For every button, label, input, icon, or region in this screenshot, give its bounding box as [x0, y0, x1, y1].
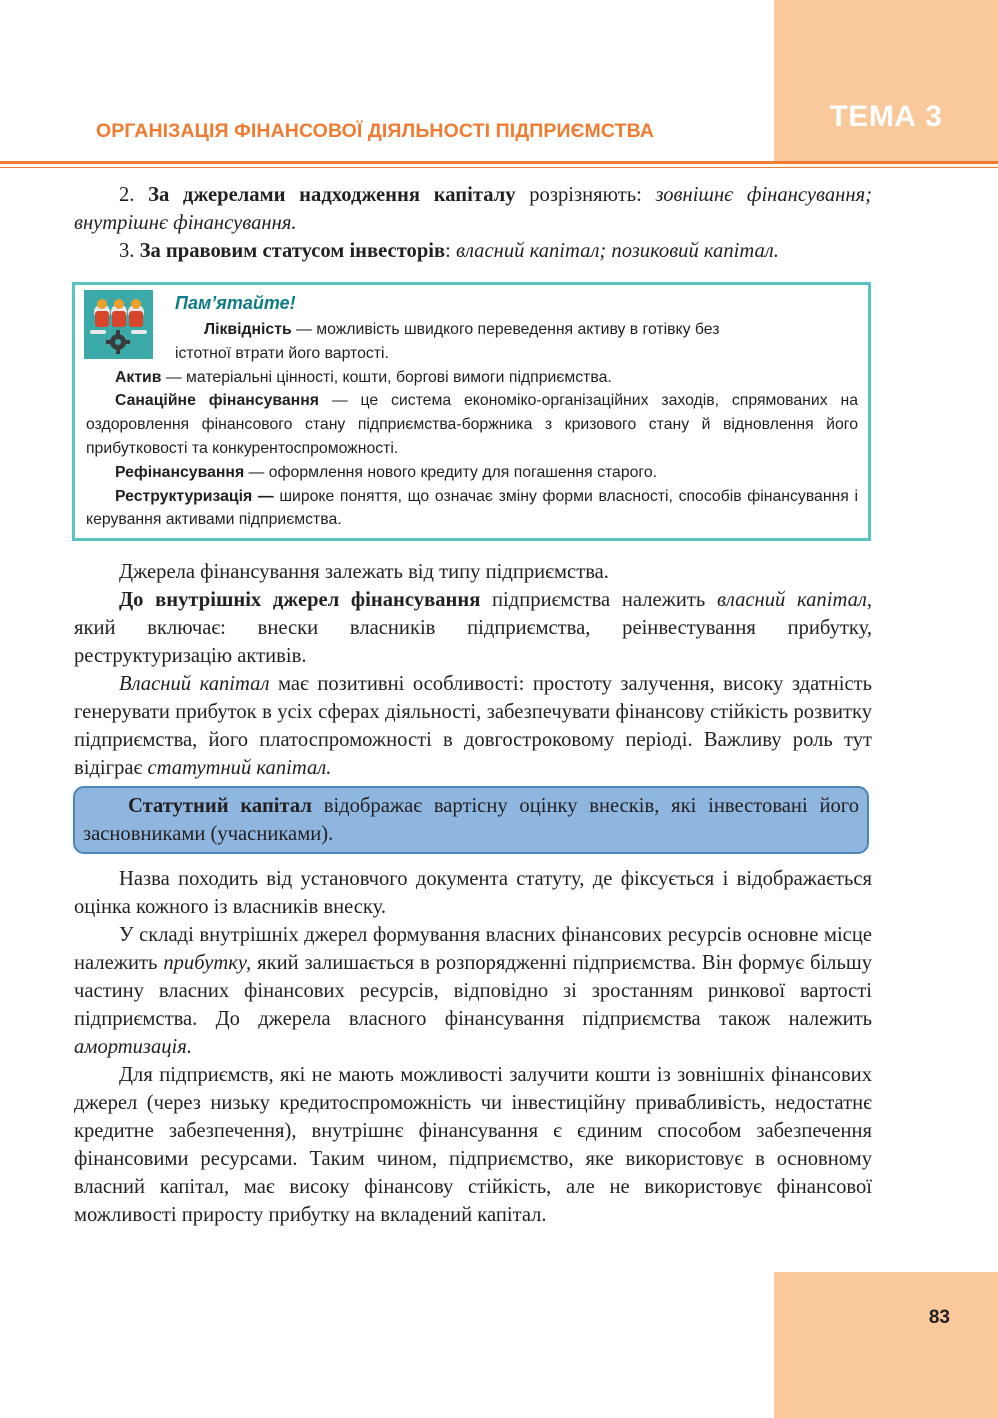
paragraph: До внутрішніх джерел фінансування підприємства належить власний капітал, який включає: внески власників підприємства, реінвестування прибутку, реструктуризацію активів. — [74, 589, 873, 667]
term-restructuring: Реструктуризація — широке поняття, що означає зміну форми власності, способів фінансування і керування активами підприємства. — [86, 487, 858, 529]
term-liquidity-cont: істотної втрати його вартості. — [175, 344, 389, 362]
definition-box — [73, 786, 869, 854]
remember-box — [72, 282, 871, 541]
paragraph: Для підприємств, які не мають можливості залучити кошти із зовнішніх фінансових джерел (через низьку кредитоспроможність чи інвестиційну привабливість, недостатнє кредитне забезпечення), внутрішнє фінансування є єдиним способом забезпечення фінансовими ресурсами. Таким чином, підприємство, яке використовує в основному власний капітал, має високу фінансову стійкість, але не використовує фінансової можливості приросту прибутку на вкладений капітал. — [74, 1064, 872, 1226]
middle-paragraphs — [74, 558, 872, 782]
page-number-tab — [774, 1272, 998, 1418]
remember-terms — [86, 318, 858, 532]
header-rule — [0, 161, 998, 164]
paragraph: У складі внутрішніх джерел формування власних фінансових ресурсів основне місце належить прибутку, який залишається в розпорядженні підприємства. Він формує більшу частину власних фінансових ресурсів, відповідно зі зростанням ринкової вартості підприємства. До джерела власного фінансування підприємства також належить амортизація. — [74, 924, 872, 1058]
term-refinancing: Рефінансування — оформлення нового кредиту для погашення старого. — [115, 463, 657, 481]
item-2: 2. За джерелами надходження капіталу розрізняють: зовнішнє фінансування; внутрішнє фінансування. — [74, 184, 872, 234]
classification-items — [74, 181, 872, 265]
topic-label: ТЕМА 3 — [829, 100, 943, 133]
term-asset: Актив — матеріальні цінності, кошти, боргові вимоги підприємства. — [115, 368, 612, 386]
bottom-paragraphs — [74, 865, 872, 1229]
page-number: 83 — [928, 1307, 950, 1328]
paragraph: Джерела фінансування залежать від типу підприємства. — [119, 561, 609, 583]
term-sanation: Санаційне фінансування — це система економіко-організаційних заходів, спрямованих на оздоровлення фінансового стану підприємства-боржника з кризового стану й відновлення його прибутковості та конкурентоспроможності. — [86, 392, 858, 457]
item-3: 3. За правовим статусом інвесторів: власний капітал; позиковий капітал. — [119, 240, 779, 262]
paragraph: Назва походить від установчого документа статуту, де фіксується і відображається оцінка кожного із власників внеску. — [74, 868, 872, 918]
chapter-title: ОРГАНІЗАЦІЯ ФІНАНСОВОЇ ДІЯЛЬНОСТІ ПІДПРИЄМСТВА — [96, 120, 655, 142]
header-rule-thin — [0, 167, 998, 168]
topic-tab — [774, 0, 998, 162]
definition-text: Статутний капітал відображає вартісну оцінку внесків, які інвестовані його засновниками (учасниками). — [83, 795, 859, 845]
paragraph: Власний капітал має позитивні особливості: простоту залучення, високу здатність генерувати прибуток в усіх сферах діяльності, забезпечувати фінансову стійкість розвитку підприємства, його платоспроможності в довгостроковому періоді. Важливу роль тут відіграє статутний капітал. — [74, 673, 872, 779]
term-liquidity: Ліквідність — можливість швидкого переведення активу в готівку без — [204, 321, 720, 338]
remember-heading: Пам’ятайте! — [175, 293, 296, 313]
